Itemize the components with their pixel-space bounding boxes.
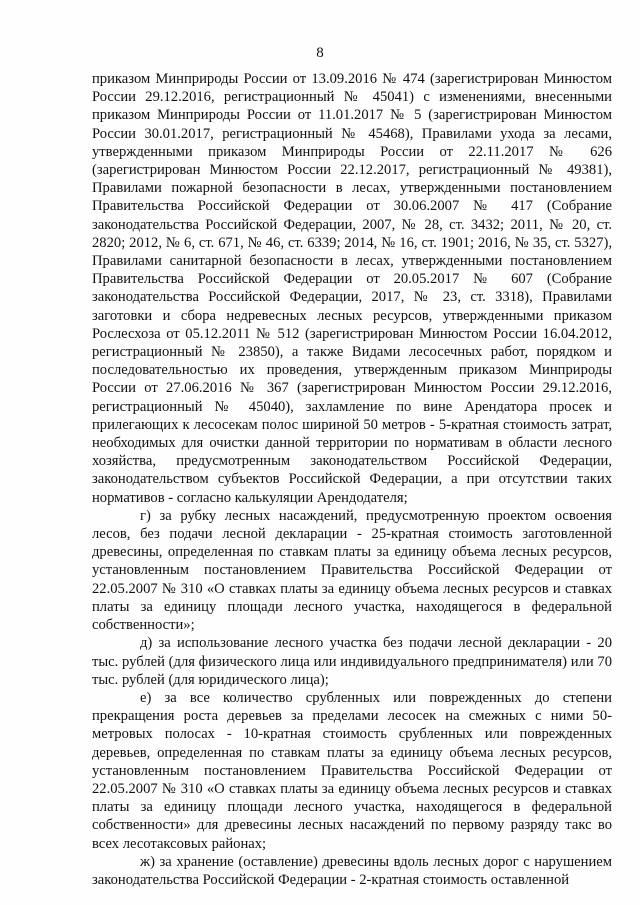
page-number: 8 (316, 45, 324, 61)
document-body (92, 70, 612, 889)
paragraph-item-e: е) за все количество срубленных или поврежденных до степени прекращения роста деревьев за пределами лесосек на смежных с ними 50-метровых полосах - 10-кратная стоимость срубленных или поврежденных деревьев, определенная по ставкам платы за единицу объема лесных ресурсов, установленным постановлением Правительства Российской Федерации от 22.05.2007 № 310 «О ставках платы за единицу объема лесных ресурсов и ставках платы за единицу площади лесного участка, находящегося в федеральной собственности» для древесины лесных насаждений по первому разряду такс во всех лесотаксовых районах; (92, 689, 612, 852)
paragraph-item-zh: ж) за хранение (оставление) древесины вдоль лесных дорог с нарушением законодательства Российской Федерации - 2-кратная стоимость оставленной (92, 853, 612, 888)
paragraph-continuation: приказом Минприроды России от 13.09.2016 № 474 (зарегистрирован Минюстом России 29.12.2016, регистрационный № 45041) с изменениями, внесенными приказом Минприроды России от 11.01.2017 № 5 (зарегистрирован Минюстом России 30.01.2017, регистрационный № 45468), Правилами ухода за лесами, утвержденными приказом Минприроды России от 22.11.2017 № 626 (зарегистрирован Минюстом России 22.12.2017, регистрационный № 49381), Правилами пожарной безопасности в лесах, утвержденными постановлением Правительства Российской Федерации от 30.06.2007 № 417 (Собрание законодательства Российской Федерации, 2007, № 28, ст. 3432; 2011, № 20, ст. 2820; 2012, № 6, ст. 671, № 46, ст. 6339; 2014, № 16, ст. 1901; 2016, № 35, ст. 5327), Правилами санитарной безопасности в лесах, утвержденными постановлением Правительства Российской Федерации от 20.05.2017 № 607 (Собрание законодательства Российской Федерации, 2017, № 23, ст. 3318), Правилами заготовки и сбора недревесных лесных ресурсов, утвержденными приказом Рослесхоза от 05.12.2011 № 512 (зарегистрирован Минюстом России 16.04.2012, регистрационный № 23850), а также Видами лесосечных работ, порядком и последовательностью их проведения, утвержденным приказом Минприроды России от 27.06.2016 № 367 (зарегистрирован Минюстом России 29.12.2016, регистрационный № 45040), захламление по вине Арендатора просек и прилегающих к лесосекам полос шириной 50 метров - 5-кратная стоимость затрат, необходимых для очистки данной территории по нормативам в области лесного хозяйства, предусмотренным законодательством Российской Федерации, законодательством субъектов Российской Федерации, а при отсутствии таких нормативов - согласно калькуляции Арендодателя; (92, 71, 612, 506)
paragraph-item-d: д) за использование лесного участка без подачи лесной декларации - 20 тыс. рублей (для физического лица или индивидуального предпринимателя) или 70 тыс. рублей (для юридического лица); (92, 635, 612, 688)
paragraph-item-g: г) за рубку лесных насаждений, предусмотренную проектом освоения лесов, без подачи лесной декларации - 25-кратная стоимость заготовленной древесины, определенная по ставкам платы за единицу объема лесных ресурсов, установленным постановлением Правительства Российской Федерации от 22.05.2007 № 310 «О ставках платы за единицу объема лесных ресурсов и ставках платы за единицу площади лесного участка, находящегося в федеральной собственности»; (92, 507, 612, 634)
